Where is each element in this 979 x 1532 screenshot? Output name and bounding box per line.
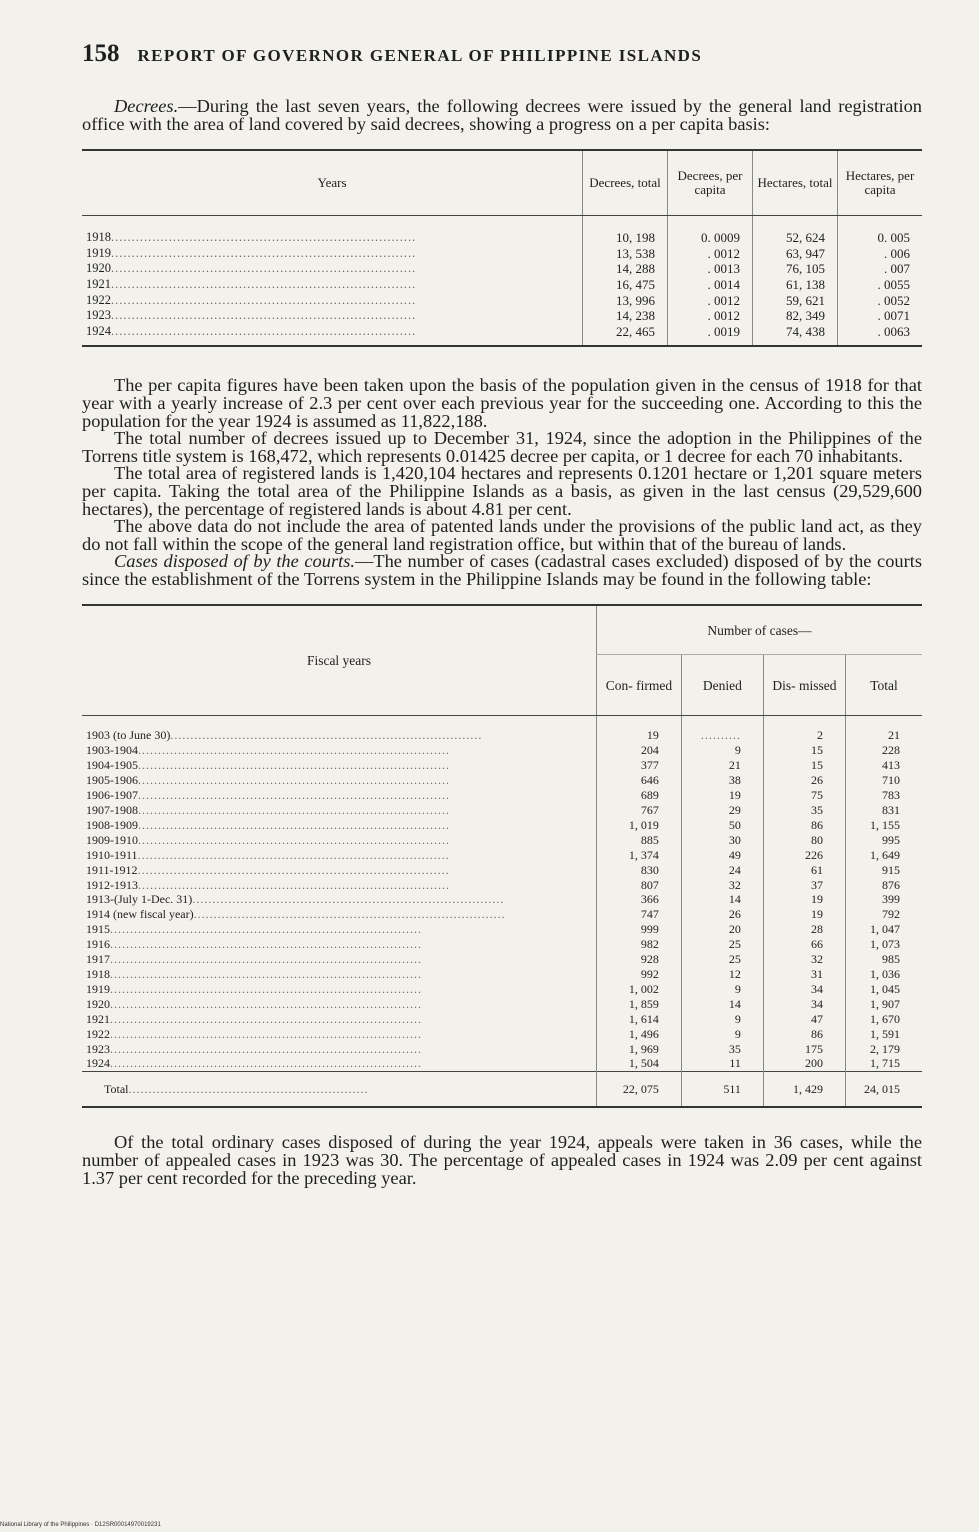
body-paragraphs	[82, 377, 922, 588]
decree-cell-decrees-per-capita: . 0012	[668, 246, 753, 262]
cases-cell-fiscal-year	[82, 922, 597, 937]
cases-cell-dismissed: 75	[763, 788, 845, 803]
cases-cell-dismissed: 34	[763, 982, 845, 997]
decree-cell-year	[82, 308, 583, 324]
cases-cell-confirmed: 885	[597, 833, 682, 848]
cases-cell-denied: 24	[681, 863, 763, 878]
col-header-decrees-per-capita: Decrees, per capita	[668, 150, 753, 216]
cases-cell-fiscal-year	[82, 1042, 597, 1057]
cases-cell-total: 1, 045	[846, 982, 923, 997]
fiscal-year-label: 1906-1907	[86, 788, 138, 803]
cases-cell-total: 792	[846, 907, 923, 922]
cases-cell-fiscal-year	[82, 863, 597, 878]
cases-cell-total: 399	[846, 892, 923, 907]
decree-cell-decrees-total: 14, 238	[583, 308, 668, 324]
leader-dots: ..............................................................................	[138, 743, 450, 758]
cases-row	[82, 878, 922, 893]
cases-cell-confirmed: 1, 374	[597, 848, 682, 863]
cases-cell-fiscal-year	[82, 803, 597, 818]
decree-cell-decrees-per-capita: . 0012	[668, 308, 753, 324]
fiscal-year-label: 1921	[86, 1011, 110, 1026]
cases-cell-fiscal-year	[82, 1012, 597, 1027]
cases-cell-fiscal-year	[82, 773, 597, 788]
decrees-intro-paragraph	[82, 98, 922, 133]
fiscal-year-label: 1905-1906	[86, 773, 138, 788]
decree-cell-decrees-total: 22, 465	[583, 324, 668, 347]
total-dismissed: 1, 429	[763, 1072, 845, 1108]
cases-cell-dismissed: 86	[763, 1027, 845, 1042]
cases-row	[82, 716, 922, 743]
cases-cell-denied: 12	[681, 967, 763, 982]
decree-cell-decrees-total: 16, 475	[583, 277, 668, 293]
leader-dots: ..........................................................................	[111, 261, 417, 276]
decree-year-label: 1920	[86, 261, 111, 276]
decree-cell-year	[82, 324, 583, 347]
leader-dots: ..............................................................................	[138, 758, 450, 773]
cases-cell-total: 1, 715	[846, 1056, 923, 1071]
cases-cell-dismissed: 35	[763, 803, 845, 818]
cases-row	[82, 833, 922, 848]
fiscal-year-label: 1907-1908	[86, 803, 138, 817]
cases-row	[82, 848, 922, 863]
cases-cell-total: 1, 047	[846, 922, 923, 937]
cases-cell-confirmed: 366	[597, 892, 682, 907]
leader-dots: ..........................................................................	[111, 276, 417, 291]
decree-cell-year	[82, 261, 583, 277]
decree-cell-hectares-per-capita: . 0071	[838, 308, 923, 324]
cases-cell-dismissed: 28	[763, 922, 845, 937]
leader-dots: ..............................................................................	[110, 952, 422, 967]
cases-cell-fiscal-year	[82, 892, 597, 907]
cases-row	[82, 818, 922, 833]
total-confirmed: 22, 075	[597, 1072, 682, 1108]
leader-dots: ..............................................................................	[110, 937, 422, 952]
leader-dots: ..............................................................................	[192, 892, 505, 907]
decree-year-label: 1921	[86, 276, 111, 291]
leader-dots: ..............................................................................	[110, 1011, 422, 1026]
decree-cell-decrees-per-capita: 0. 0009	[668, 216, 753, 246]
cases-cell-denied: 9	[681, 1012, 763, 1027]
document-page	[82, 40, 922, 1187]
cases-cell-fiscal-year	[82, 878, 597, 893]
cases-row	[82, 1027, 922, 1042]
col-header-denied: Denied	[681, 655, 763, 716]
leader-dots: ..........................................................................	[111, 308, 417, 323]
cases-row	[82, 952, 922, 967]
fiscal-year-label: 1915	[86, 922, 110, 937]
cases-cell-total: 2, 179	[846, 1042, 923, 1057]
cases-row	[82, 1012, 922, 1027]
decrees-table-header	[82, 150, 922, 216]
cases-row	[82, 892, 922, 907]
cases-row	[82, 997, 922, 1012]
cases-cell-fiscal-year	[82, 907, 597, 922]
decree-cell-decrees-per-capita: . 0014	[668, 277, 753, 293]
cases-cell-dismissed: 61	[763, 863, 845, 878]
col-header-hectares-per-capita: Hectares, per capita	[838, 150, 923, 216]
cases-cell-dismissed: 15	[763, 743, 845, 758]
cases-cell-fiscal-year	[82, 758, 597, 773]
decree-cell-hectares-per-capita: . 0055	[838, 277, 923, 293]
page-header	[82, 40, 922, 70]
decree-row	[82, 293, 922, 309]
cases-row	[82, 1042, 922, 1057]
fiscal-year-label: 1903 (to June 30)	[86, 728, 171, 743]
cases-row	[82, 982, 922, 997]
cases-row	[82, 937, 922, 952]
running-title: REPORT OF GOVERNOR GENERAL OF PHILIPPINE ISLANDS	[137, 46, 703, 65]
cases-cell-denied: 35	[681, 1042, 763, 1057]
total-total: 24, 015	[846, 1072, 923, 1108]
cases-cell-dismissed: 19	[763, 907, 845, 922]
decree-year-label: 1922	[86, 292, 111, 307]
page-number: 158	[82, 40, 120, 67]
cases-cell-dismissed: 2	[763, 716, 845, 743]
leader-dots: ..........................................................................	[111, 230, 417, 245]
col-header-decrees-total: Decrees, total	[583, 150, 668, 216]
fiscal-year-label: 1916	[86, 937, 110, 952]
cases-cell-total: 710	[846, 773, 923, 788]
closing-paragraph: Of the total ordinary cases disposed of during the year 1924, appeals were taken in 36 cases, while the number of appealed cases in 1923 was 30. The percentage of appealed cases in 1924 was 2.09 per cent against 1.37 per cent recorded for the preceding year.	[82, 1132, 922, 1188]
leader-dots: ..............................................................................	[137, 847, 450, 862]
leader-dots: ..............................................................................	[110, 1041, 422, 1056]
cases-cell-fiscal-year	[82, 967, 597, 982]
cases-cell-total: 1, 649	[846, 848, 923, 863]
leader-dots: ..............................................................................	[110, 1056, 422, 1071]
decree-cell-decrees-total: 13, 996	[583, 293, 668, 309]
cases-cell-denied: 14	[681, 892, 763, 907]
cases-cell-dismissed: 26	[763, 773, 845, 788]
cases-cell-denied: 49	[681, 848, 763, 863]
cases-cell-total: 995	[846, 833, 923, 848]
fiscal-year-label: 1908-1909	[86, 817, 138, 832]
cases-cell-fiscal-year	[82, 743, 597, 758]
leader-dots: ..............................................................................	[138, 803, 450, 817]
fiscal-year-label: 1913-(July 1-Dec. 31)	[86, 892, 193, 907]
cases-cell-denied: 25	[681, 937, 763, 952]
decree-cell-hectares-total: 63, 947	[753, 246, 838, 262]
cases-cell-confirmed: 689	[597, 788, 682, 803]
cases-cell-dismissed: 31	[763, 967, 845, 982]
cases-cell-confirmed: 377	[597, 758, 682, 773]
decree-row	[82, 246, 922, 262]
col-header-dismissed: Dis- missed	[763, 655, 845, 716]
cases-cell-confirmed: 1, 504	[597, 1056, 682, 1071]
decree-cell-decrees-total: 13, 538	[583, 246, 668, 262]
col-header-total: Total	[846, 655, 923, 716]
leader-dots: ..............................................................................	[110, 981, 422, 996]
archive-footer: National Library of the Philippines · D12SR00014970019231	[0, 1522, 161, 1528]
cases-cell-dismissed: 32	[763, 952, 845, 967]
cases-cell-confirmed: 928	[597, 952, 682, 967]
cases-cell-confirmed: 1, 969	[597, 1042, 682, 1057]
leader-dots: ..............................................................................	[138, 773, 450, 788]
cases-cell-confirmed: 19	[597, 716, 682, 743]
cases-cell-confirmed: 1, 019	[597, 818, 682, 833]
cases-cell-fiscal-year	[82, 833, 597, 848]
cases-cell-confirmed: 747	[597, 907, 682, 922]
cases-cell-denied: 11	[681, 1056, 763, 1071]
cases-cell-dismissed: 175	[763, 1042, 845, 1057]
decree-cell-hectares-total: 76, 105	[753, 261, 838, 277]
paragraph-total-decrees: The total number of decrees issued up to December 31, 1924, since the adoption in the Philippines of the Torrens title system is 168,472, which represents 0.01425 decree per capita, or 1 decree for each 70 inhabitants.	[82, 428, 922, 466]
decree-cell-decrees-per-capita: . 0019	[668, 324, 753, 347]
cases-cell-dismissed: 37	[763, 878, 845, 893]
cases-cell-dismissed: 66	[763, 937, 845, 952]
leader-dots: ..............................................................................	[110, 966, 422, 981]
decree-cell-decrees-total: 14, 288	[583, 261, 668, 277]
col-header-number-of-cases: Number of cases—	[597, 605, 923, 655]
cases-cell-fiscal-year	[82, 952, 597, 967]
col-header-fiscal-years: Fiscal years	[82, 605, 597, 716]
decree-cell-decrees-per-capita: . 0012	[668, 293, 753, 309]
cases-cell-denied: 9	[681, 982, 763, 997]
cases-cell-denied: 25	[681, 952, 763, 967]
cases-cell-confirmed: 999	[597, 922, 682, 937]
total-label-cell	[82, 1072, 597, 1108]
cases-cell-total: 985	[846, 952, 923, 967]
decree-cell-hectares-per-capita: 0. 005	[838, 216, 923, 246]
leader-dots: ............................................................	[128, 1081, 369, 1096]
cases-lead: Cases disposed of by the courts.	[114, 551, 355, 572]
leader-dots: ..............................................................................	[110, 922, 422, 937]
fiscal-year-label: 1922	[86, 1026, 110, 1041]
cases-cell-dismissed: 19	[763, 892, 845, 907]
cases-cell-denied: 21	[681, 758, 763, 773]
leader-dots: ..............................................................................	[170, 728, 483, 743]
cases-cell-fiscal-year	[82, 1056, 597, 1071]
cases-cell-denied: 50	[681, 818, 763, 833]
decree-cell-hectares-total: 59, 621	[753, 293, 838, 309]
cases-cell-total: 831	[846, 803, 923, 818]
leader-dots: ..............................................................................	[110, 996, 422, 1011]
leader-dots: ..........................................................................	[111, 245, 417, 260]
cases-cell-fiscal-year	[82, 818, 597, 833]
cases-cell-total: 1, 155	[846, 818, 923, 833]
cases-cell-total: 915	[846, 863, 923, 878]
fiscal-year-label: 1903-1904	[86, 743, 138, 758]
cases-cell-total: 1, 907	[846, 997, 923, 1012]
cases-cell-denied	[681, 716, 763, 743]
decree-cell-hectares-total: 74, 438	[753, 324, 838, 347]
cases-cell-dismissed: 200	[763, 1056, 845, 1071]
cases-cell-denied: 38	[681, 773, 763, 788]
cases-cell-confirmed: 982	[597, 937, 682, 952]
cases-cell-denied: 9	[681, 743, 763, 758]
decree-cell-hectares-per-capita: . 007	[838, 261, 923, 277]
fiscal-year-label: 1909-1910	[86, 832, 138, 847]
cases-cell-fiscal-year	[82, 997, 597, 1012]
col-header-confirmed: Con- firmed	[597, 655, 682, 716]
decree-row	[82, 324, 922, 347]
fiscal-year-label: 1904-1905	[86, 758, 138, 773]
cases-cell-confirmed: 992	[597, 967, 682, 982]
cases-row	[82, 967, 922, 982]
cases-cell-fiscal-year	[82, 982, 597, 997]
cases-cell-fiscal-year	[82, 716, 597, 743]
cases-cell-confirmed: 767	[597, 803, 682, 818]
cases-row	[82, 863, 922, 878]
fiscal-year-label: 1924	[86, 1056, 110, 1071]
cases-intro-paragraph	[82, 553, 922, 588]
decree-cell-decrees-total: 10, 198	[583, 216, 668, 246]
cases-row	[82, 922, 922, 937]
cases-cell-dismissed: 226	[763, 848, 845, 863]
cases-cell-confirmed: 807	[597, 878, 682, 893]
leader-dots: ..............................................................................	[110, 1026, 422, 1041]
cases-cell-total: 1, 591	[846, 1027, 923, 1042]
decree-row	[82, 277, 922, 293]
cases-cell-confirmed: 646	[597, 773, 682, 788]
decree-row	[82, 261, 922, 277]
decree-cell-hectares-per-capita: . 0052	[838, 293, 923, 309]
cases-cell-confirmed: 1, 496	[597, 1027, 682, 1042]
cases-cell-fiscal-year	[82, 788, 597, 803]
decree-cell-year	[82, 216, 583, 246]
cases-cell-dismissed: 47	[763, 1012, 845, 1027]
leader-dots: ..........................................................................	[111, 292, 417, 307]
cases-cell-fiscal-year	[82, 937, 597, 952]
leader-dots: ..............................................................................	[137, 862, 450, 877]
decree-cell-hectares-total: 82, 349	[753, 308, 838, 324]
cases-cell-total: 1, 670	[846, 1012, 923, 1027]
empty-cell-dots: ..........	[700, 728, 741, 743]
cases-row	[82, 1056, 922, 1071]
paragraph-per-capita: The per capita figures have been taken upon the basis of the population given in the census of 1918 for that year with a yearly increase of 2.3 per cent over each previous year for the succeeding one. According to this the population for the year 1924 is assumed as 11,822,188.	[82, 375, 922, 431]
decrees-lead: Decrees.	[114, 96, 179, 116]
cases-cell-denied: 26	[681, 907, 763, 922]
cases-row	[82, 758, 922, 773]
decree-cell-year	[82, 293, 583, 309]
decrees-intro-text: —During the last seven years, the following decrees were issued by the general land registration office with the area of land covered by said decrees, showing a progress on a per capita basis:	[82, 96, 922, 134]
fiscal-year-label: 1912-1913	[86, 877, 138, 892]
cases-cell-dismissed: 86	[763, 818, 845, 833]
cases-cell-dismissed: 15	[763, 758, 845, 773]
cases-row	[82, 743, 922, 758]
cases-cell-denied: 20	[681, 922, 763, 937]
leader-dots: ..........................................................................	[111, 323, 417, 338]
decree-row	[82, 308, 922, 324]
cases-intro-text: —The number of cases (cadastral cases excluded) disposed of by the courts since the establishment of the Torrens system in the Philippine Islands may be found in the following table:	[82, 551, 923, 589]
cases-cell-total: 413	[846, 758, 923, 773]
cases-cell-denied: 19	[681, 788, 763, 803]
paragraph-total-area: The total area of registered lands is 1,420,104 hectares and represents 0.1201 hectare or 1,201 square meters per capita. Taking the total area of the Philippine Islands as a basis, as given in the last census (29,529,600 hectares), the percentage of registered lands is about 4.81 per cent.	[82, 463, 922, 519]
cases-total-row	[82, 1072, 922, 1108]
cases-cell-confirmed: 1, 002	[597, 982, 682, 997]
cases-cell-confirmed: 1, 859	[597, 997, 682, 1012]
cases-cell-total: 1, 036	[846, 967, 923, 982]
cases-cell-denied: 14	[681, 997, 763, 1012]
decree-cell-decrees-per-capita: . 0013	[668, 261, 753, 277]
decree-cell-hectares-total: 52, 624	[753, 216, 838, 246]
cases-row	[82, 788, 922, 803]
cases-cell-denied: 30	[681, 833, 763, 848]
decree-cell-hectares-total: 61, 138	[753, 277, 838, 293]
decree-cell-hectares-per-capita: . 006	[838, 246, 923, 262]
leader-dots: ..............................................................................	[138, 877, 450, 892]
fiscal-year-label: 1920	[86, 996, 110, 1011]
cases-cell-dismissed: 34	[763, 997, 845, 1012]
decree-year-label: 1924	[86, 323, 111, 338]
decree-year-label: 1919	[86, 245, 111, 260]
leader-dots: ..............................................................................	[138, 832, 450, 847]
fiscal-year-label: 1923	[86, 1041, 110, 1056]
col-header-years: Years	[82, 150, 583, 216]
leader-dots: ..............................................................................	[138, 817, 450, 832]
cases-cell-denied: 32	[681, 878, 763, 893]
total-denied: 511	[681, 1072, 763, 1108]
fiscal-year-label: 1910-1911	[86, 847, 138, 862]
cases-row	[82, 773, 922, 788]
col-header-hectares-total: Hectares, total	[753, 150, 838, 216]
cases-cell-total: 21	[846, 716, 923, 743]
fiscal-year-label: 1917	[86, 952, 110, 967]
decree-year-label: 1923	[86, 308, 111, 323]
leader-dots: ..............................................................................	[138, 788, 450, 803]
decree-row	[82, 216, 922, 246]
decree-year-label: 1918	[86, 230, 111, 245]
cases-row	[82, 803, 922, 818]
decrees-table	[82, 149, 922, 347]
cases-cell-total: 1, 073	[846, 937, 923, 952]
decree-cell-hectares-per-capita: . 0063	[838, 324, 923, 347]
cases-cell-fiscal-year	[82, 848, 597, 863]
cases-cell-denied: 9	[681, 1027, 763, 1042]
cases-cell-total: 876	[846, 878, 923, 893]
fiscal-year-label: 1918	[86, 966, 110, 981]
cases-cell-total: 228	[846, 743, 923, 758]
cases-cell-confirmed: 830	[597, 863, 682, 878]
cases-table-header-row-1	[82, 605, 922, 655]
cases-cell-fiscal-year	[82, 1027, 597, 1042]
fiscal-year-label: 1911-1912	[86, 862, 138, 877]
cases-cell-denied: 29	[681, 803, 763, 818]
paragraph-data-note: The above data do not include the area of patented lands under the provisions of the public land act, as they do not fall within the scope of the general land registration office, but within that of the bureau of lands.	[82, 516, 922, 554]
cases-cell-dismissed: 80	[763, 833, 845, 848]
cases-cell-confirmed: 204	[597, 743, 682, 758]
cases-cell-total: 783	[846, 788, 923, 803]
cases-row	[82, 907, 922, 922]
decree-cell-year	[82, 246, 583, 262]
fiscal-year-label: 1914 (new fiscal year)	[86, 907, 194, 922]
cases-cell-confirmed: 1, 614	[597, 1012, 682, 1027]
fiscal-year-label: 1919	[86, 981, 110, 996]
decree-cell-year	[82, 277, 583, 293]
leader-dots: ..............................................................................	[193, 907, 506, 922]
total-label: Total	[104, 1081, 129, 1096]
cases-table	[82, 604, 922, 1108]
